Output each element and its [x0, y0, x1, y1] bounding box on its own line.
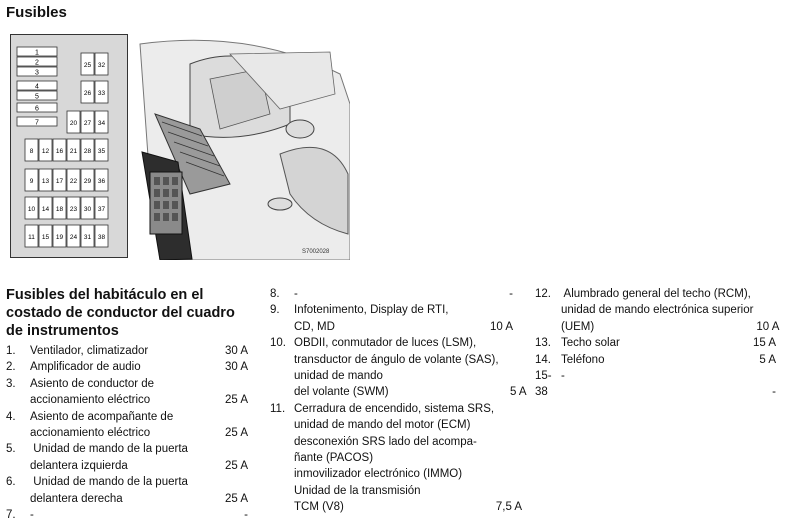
fuse-slot-label: 11: [28, 234, 35, 241]
fuse-amperage: -: [509, 288, 513, 300]
fuse-slot-label: 8: [29, 148, 34, 155]
fuse-slot-label: 12: [41, 148, 50, 155]
fuse-slot-label: 23: [69, 206, 78, 213]
fuse-description-line: Alumbrado general del techo (RCM),: [561, 288, 751, 300]
page-heading: Fusibles: [6, 4, 67, 21]
fuse-description-line: del volante (SWM): [294, 386, 389, 399]
fuse-slot-label: 33: [97, 90, 106, 97]
fuse-slot-label: 1: [35, 49, 39, 57]
fuse-amperage: 5 A: [509, 386, 527, 399]
fuse-amperage: 5 A: [759, 353, 776, 366]
fuse-description: [30, 474, 218, 507]
fuse-location-illustration: [10, 34, 350, 260]
fuse-amperage: 10 A: [756, 320, 780, 333]
fuse-description-line: Infotenimento, Display de RTI,: [294, 304, 449, 317]
fuse-description-line: Teléfono: [561, 353, 605, 366]
fuse-description: [30, 376, 218, 409]
fuse-description-line: Unidad de mando de la puerta: [30, 476, 188, 489]
fuse-item: [6, 409, 248, 442]
fuse-description-line: TCM (V8): [294, 501, 344, 514]
fuse-description: [30, 359, 218, 375]
fuse-slot-label: 20: [69, 120, 78, 127]
fuse-description-line: inmovilizador electrónico (IMMO): [294, 468, 463, 481]
fuse-description-line: Cerradura de encendido, sistema SRS,: [294, 402, 495, 415]
fuse-item: [270, 286, 513, 302]
fuse-slot-label: 36: [97, 178, 106, 185]
fuse-slot-label: 26: [83, 90, 92, 97]
fuse-slot-label: 13: [41, 178, 50, 185]
fuse-list-column-2: [270, 286, 527, 516]
fuse-description: [561, 286, 753, 335]
fuse-number: 2.: [6, 361, 16, 374]
fuse-description-line: Techo solar: [561, 337, 620, 350]
fuse-slot-label: 32: [97, 62, 106, 69]
fuse-slot-label: 22: [69, 178, 78, 185]
fuse-description-line: Unidad de mando de la puerta: [30, 443, 188, 456]
fuse-description-line: CD, MD: [294, 320, 335, 333]
fuse-description-line: -: [30, 509, 34, 522]
fuse-box-diagram: [10, 34, 128, 258]
fuse-slot-label: 10: [27, 206, 36, 213]
fuse-slot-label: 14: [41, 206, 50, 213]
fuse-slot-label: 7: [35, 119, 39, 127]
fuse-description: [30, 441, 218, 474]
fuse-slot-label: 31: [83, 234, 92, 241]
fuse-number: 7.: [6, 509, 16, 522]
fuse-item: [535, 352, 776, 368]
fuse-description-line: accionamiento eléctrico: [30, 394, 151, 407]
fuse-item: [6, 441, 248, 474]
fuse-item: [535, 335, 776, 351]
fuse-description: [294, 302, 485, 335]
fuse-item: [270, 401, 523, 516]
fuse-description-line: delantera derecha: [30, 492, 123, 505]
fuse-description: [30, 343, 218, 359]
fuse-description-line: delantera izquierda: [30, 459, 128, 472]
fuse-amperage: 25 A: [224, 427, 248, 440]
fuse-item: [6, 474, 248, 507]
fuse-number: 13.: [535, 337, 551, 350]
fuse-item: [535, 286, 780, 335]
fuse-slot-label: 15: [41, 234, 50, 241]
fuse-slot-label: 38: [97, 234, 106, 241]
fuse-slot-label: 28: [83, 148, 92, 155]
fuse-slot-label: 4: [35, 83, 39, 91]
fuse-slot-label: 35: [97, 148, 106, 155]
fuse-number: 8.: [270, 288, 280, 300]
dashboard-drawing: [130, 34, 350, 260]
fuse-description: [294, 335, 499, 401]
fuse-number: 14.: [535, 353, 551, 366]
fuse-amperage: 25 A: [224, 394, 248, 407]
fuse-description-line: Amplificador de audio: [30, 361, 141, 374]
fuse-description: [294, 401, 494, 516]
fuse-item: [535, 368, 776, 401]
fuse-list-column-1: [6, 343, 248, 523]
fuse-slot-label: 6: [35, 105, 39, 113]
fuse-amperage: 10 A: [489, 320, 513, 333]
section-title: Fusibles del habitáculo en el costado de conductor del cuadro de instrumentos: [6, 287, 235, 339]
fuse-description: [561, 335, 750, 351]
fuse-amperage: 25 A: [224, 459, 248, 472]
fuse-number: 3.: [6, 377, 16, 390]
fuse-description-line: transductor de ángulo de volante (SAS),: [294, 353, 499, 366]
fuse-description-line: OBDII, conmutador de luces (LSM),: [294, 337, 477, 350]
fuse-list-column-3: [535, 286, 780, 401]
fuse-amperage: 15 A: [752, 337, 776, 350]
fuse-description-line: Ventilador, climatizador: [30, 345, 149, 357]
fuse-slot-label: 29: [83, 178, 92, 185]
fuse-description-line: desconexión SRS lado del acompa-: [294, 435, 477, 448]
fuse-number: 5.: [6, 443, 16, 456]
fuse-slot-label: 5: [35, 93, 39, 101]
fuse-slot-label: 21: [69, 148, 78, 155]
fuse-description: [561, 368, 750, 401]
fuse-item: [6, 343, 248, 359]
fuse-item: [270, 335, 527, 401]
fuse-number: 12.: [535, 288, 551, 300]
fuse-number: 10.: [270, 337, 286, 350]
fuse-slot-label: 37: [97, 206, 106, 213]
fuse-number: 11.: [270, 402, 286, 415]
fuse-item: [270, 302, 513, 335]
fuse-amperage: 25 A: [224, 492, 248, 505]
fuse-slot-label: 19: [55, 234, 64, 241]
fuse-amperage: 30 A: [224, 345, 248, 357]
fuse-amperage: 30 A: [224, 361, 248, 374]
fuse-amperage: 7,5 A: [495, 501, 523, 514]
fuse-amperage: -: [244, 509, 248, 522]
fuse-description-line: -: [561, 370, 565, 383]
fuse-description-line: Asiento de conductor de: [30, 377, 155, 390]
fuse-slot-label: 17: [55, 178, 64, 185]
fuse-slot-label: 9: [29, 178, 34, 185]
fuse-item: [6, 376, 248, 409]
fuse-description-line: Unidad de la transmisión: [294, 484, 421, 497]
fuse-number: 9.: [270, 304, 280, 317]
fuse-slot-label: 16: [55, 148, 64, 155]
fuse-number: 4.: [6, 410, 16, 423]
fuse-number: 1.: [6, 345, 16, 357]
fuse-slot-label: 25: [83, 62, 92, 69]
fuse-slot-label: 24: [69, 234, 78, 241]
fuse-box-drawing: [11, 35, 129, 259]
fuse-description-line: (UEM): [561, 320, 595, 333]
fuse-description-line: accionamiento eléctrico: [30, 427, 151, 440]
fuse-description: [30, 409, 218, 442]
fuse-description-line: Asiento de acompañante de: [30, 410, 174, 423]
fuse-description-line: unidad de mando electrónica superior: [561, 304, 754, 317]
fuse-amperage: -: [772, 386, 776, 399]
fuse-item: [6, 359, 248, 375]
fuse-description-line: ñante (PACOS): [294, 452, 374, 465]
fuse-slot-label: 2: [35, 59, 39, 67]
fuse-description: [561, 352, 750, 368]
fuse-description-line: -: [294, 288, 298, 300]
fuse-slot-label: 27: [83, 120, 92, 127]
fuse-number: 6.: [6, 476, 16, 489]
fuse-description: [30, 507, 218, 523]
fuse-number: 15-38: [535, 370, 552, 399]
fuse-description-line: unidad de mando: [294, 370, 383, 383]
fuse-description-line: unidad de mando del motor (ECM): [294, 419, 471, 432]
fuse-slot-label: 3: [35, 69, 39, 77]
fuse-slot-label: 34: [97, 120, 106, 127]
fuse-item: [6, 507, 248, 523]
figure-code: S7002028: [302, 249, 330, 255]
fuse-slot-label: 30: [83, 206, 92, 213]
fuse-slot-label: 18: [55, 206, 64, 213]
fuse-description: [294, 286, 485, 302]
